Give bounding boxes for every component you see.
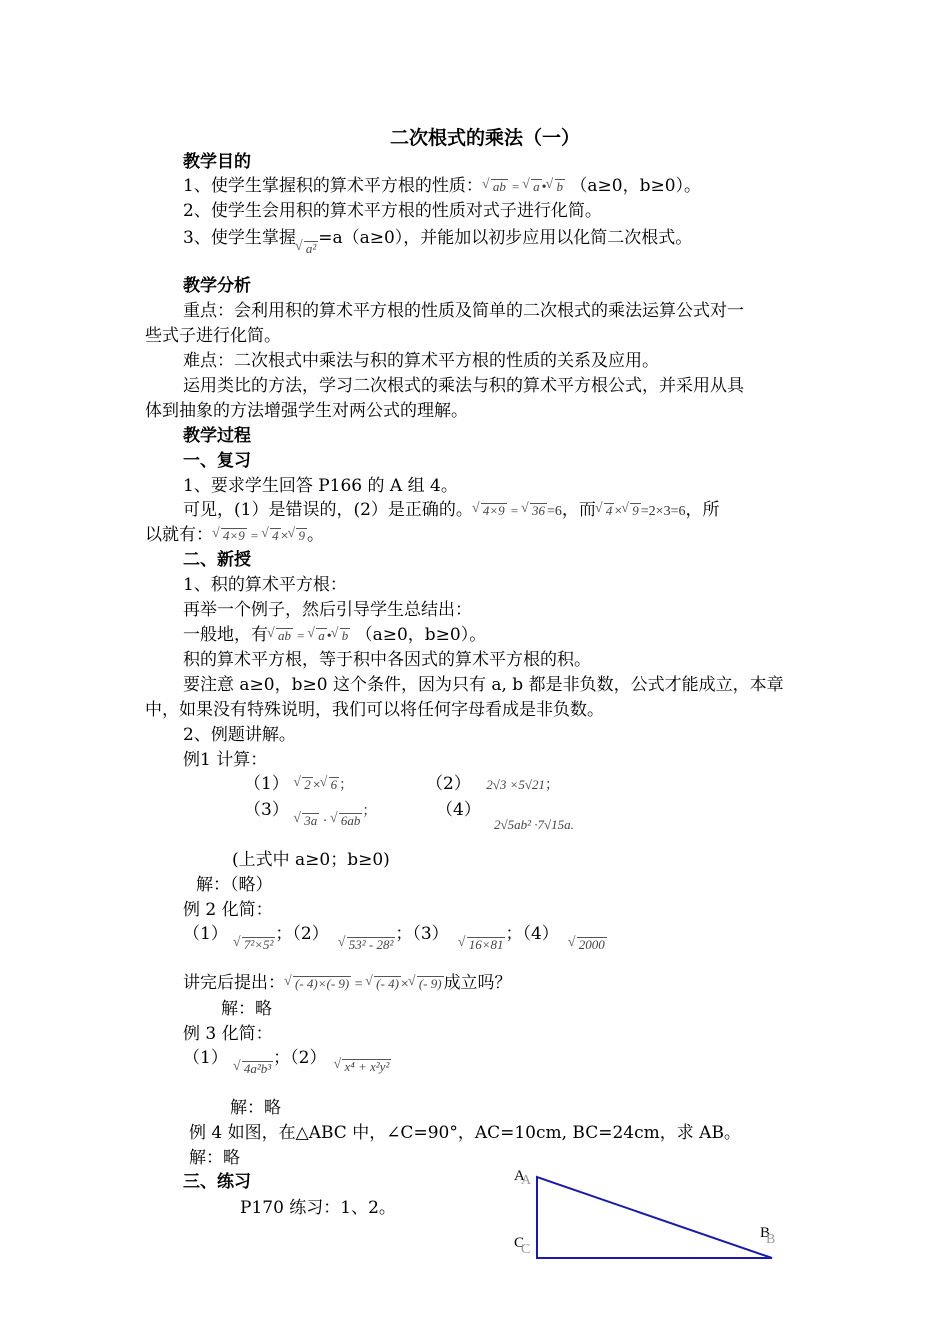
ex2-part1-label: （1）	[183, 924, 228, 944]
analysis-method-line1: 运用类比的方法，学习二次根式的乘法与积的算术平方根公式，并采用从具	[183, 376, 744, 396]
review-2-end: ，所	[685, 500, 720, 520]
analysis-method-line2: 体到抽象的方法增强学生对两公式的理解。	[145, 401, 468, 421]
semicolon: ；	[339, 778, 354, 793]
formula-sqrt-4-b: √ 4	[270, 528, 281, 543]
formula-sqrt-ab: √ ab	[491, 179, 508, 194]
review-2-text: 可见，(1）是错误的，(2）是正确的。	[183, 500, 473, 520]
ex1-sqrt6: √ 6	[329, 777, 340, 792]
formula-sqrt-a2: √ a²	[304, 241, 318, 256]
review-2: 可见，(1）是错误的，(2）是正确的。√ 4×9 = √ 36 =6，而√ 4 ×√ 9 =2×3=6，所	[183, 498, 719, 524]
ex3-formula2: √ x⁴ + x²y²	[342, 1059, 391, 1074]
formula-sqrt-9-b: √ 9	[296, 528, 307, 543]
triangle-figure	[505, 1160, 795, 1270]
example-3-label: 例 3 化简：	[183, 1024, 273, 1044]
ex2-formula4: √ 2000	[577, 937, 607, 952]
vertex-label-c-shadow: C	[521, 1242, 531, 1257]
ex1-formula4-text: 2√5ab² ·7√15a.	[494, 817, 574, 832]
objective-3	[183, 226, 693, 256]
ask-suffix: 成立吗？	[443, 973, 512, 993]
semicolon: ；	[545, 778, 560, 793]
example-1-label: 例1 计算：	[183, 750, 268, 770]
ex1-sqrt6ab: √ 6ab	[339, 813, 363, 828]
ex3-part1-label: （1）	[183, 1048, 228, 1068]
note-line2: 中，如果没有特殊说明，我们可以将任何字母看成是非负数。	[145, 700, 604, 720]
page-title: 二次根式的乘法（一）	[390, 127, 581, 149]
analysis-difficulty: 难点：二次根式中乘法与积的算术平方根的性质的关系及应用。	[183, 351, 659, 371]
times-operator: ×	[614, 504, 623, 519]
formula-sqrt-4x9-b: √ 4×9	[221, 528, 247, 543]
formula-sqrt-36: √ 36	[530, 503, 547, 518]
review-heading: 一、复习	[183, 451, 251, 471]
ask-line: 讲完后提出：√ (- 4)×(- 9) = √ (- 4) ×√ (- 9) 成立吗？	[183, 971, 512, 997]
ex1-part1	[244, 772, 353, 798]
note-line1: 要注意 a≥0，b≥0 这个条件，因为只有 a, b 都是非负数，公式才能成立，本章	[183, 675, 784, 695]
process-heading: 教学过程	[183, 426, 251, 446]
vertex-label-b: B	[760, 1225, 771, 1241]
ex2-part4-label: ；（4）	[505, 924, 559, 944]
new-3: 一般地，有√ ab = √ a •√ b （a≥0，b≥0）。	[183, 623, 486, 649]
times-operator-b: ×	[280, 529, 289, 544]
vertex-label-c: C	[514, 1235, 525, 1251]
formula-sqrt-a: √ a	[531, 179, 542, 194]
practice-heading: 三、练习	[183, 1172, 251, 1192]
objective-1-text: 1、使学生掌握积的算术平方根的性质：	[183, 176, 483, 196]
ask-formula-r2: √ (- 9)	[417, 976, 444, 991]
ex1-formula2: 2√3 ×5√21	[486, 777, 546, 792]
example-2-label: 例 2 化简：	[183, 900, 273, 920]
ex1-solution: 解：（略）	[196, 875, 273, 895]
ex1-note: (上式中 a≥0；b≥0)	[232, 850, 390, 870]
ex1-sqrt2: √ 2	[302, 777, 313, 792]
times-op: ×	[312, 778, 321, 793]
ex1-formula4	[494, 812, 574, 837]
formula-eq-2x3: =2×3=6	[640, 504, 686, 519]
new-4: 积的算术平方根，等于积中各因式的算术平方根的积。	[183, 650, 591, 670]
objective-2: 2、使学生会用积的算术平方根的性质对式子进行化简。	[183, 201, 602, 221]
objective-1: 1、使学生掌握积的算术平方根的性质：√ ab = √ a •√ b （a≥0，b≥0）。	[183, 174, 701, 200]
vertex-label-a-shadow: A	[521, 1173, 532, 1188]
ex2-formula2: √ 53² - 28²	[347, 937, 396, 952]
triangle-abc	[537, 1177, 772, 1258]
formula-sqrt-b-b: √ b	[340, 628, 351, 643]
ask-text: 讲完后提出：	[183, 973, 285, 993]
semicolon: ；	[362, 804, 377, 819]
formula-sqrt-9: √ 9	[630, 503, 641, 518]
ex2-part3-label: ；（3）	[395, 924, 449, 944]
ex3-part2-label: ；（2）	[273, 1048, 327, 1068]
example-4: 例 4 如图，在△ABC 中，∠C=90°，AC=10cm, BC=24cm，求 AB。	[189, 1123, 741, 1143]
objective-3-text: 3、使学生掌握	[183, 228, 296, 248]
vertex-label-b-shadow: B	[766, 1232, 776, 1247]
ex2-formula1: √ 7²×5²	[242, 937, 276, 952]
ex3-solution: 解：略	[230, 1098, 281, 1118]
dot-operator: •	[541, 180, 547, 195]
examples-heading: 2、例题讲解。	[183, 725, 296, 745]
new-1: 1、积的算术平方根：	[183, 575, 347, 595]
ex3-parts	[183, 1046, 391, 1076]
ex4-solution: 解：略	[189, 1148, 240, 1168]
ex1-part1-label: （1）	[244, 774, 289, 794]
objectives-heading: 教学目的	[183, 152, 251, 172]
formula-sqrt-4: √ 4	[604, 503, 615, 518]
ex1-part3: （3） √ 3a $_\cdot$ √ 6ab；	[244, 798, 376, 824]
ex2-parts	[183, 922, 607, 952]
ex1-part4	[436, 798, 481, 822]
ex1-part2	[426, 772, 559, 798]
analysis-heading: 教学分析	[183, 276, 251, 296]
dot-operator-b: •	[326, 629, 332, 644]
ask-solution: 解：略	[221, 999, 272, 1019]
review-3-end: 。	[306, 525, 324, 545]
ask-formula-left: √ (- 4)×(- 9)	[293, 976, 351, 991]
review-1: 1、要求学生回答 P166 的 A 组 4。	[183, 476, 458, 496]
ex3-formula1: √ 4a²b³	[242, 1061, 273, 1076]
ex1-part3-label: （3）	[244, 800, 289, 820]
ex1-part4-label: （4）	[436, 800, 481, 820]
objective-1-condition: （a≥0，b≥0）。	[570, 176, 702, 196]
review-2-mid: ，而	[561, 500, 596, 520]
objective-3-suffix: =a（a≥0），并能加以初步应用以化简二次根式。	[318, 228, 693, 248]
ask-formula-r1: √ (- 4)	[374, 976, 401, 991]
review-3: 以就有：√ 4×9 = √ 4 ×√ 9 。	[145, 523, 324, 549]
analysis-key-line2: 些式子进行化简。	[145, 326, 281, 346]
formula-eq6: =6	[546, 504, 562, 519]
review-3-text: 以就有：	[145, 525, 213, 545]
vertex-label-a: A	[514, 1168, 525, 1184]
formula-sqrt-b: √ b	[555, 179, 566, 194]
new-3-text: 一般地，有	[183, 625, 268, 645]
ex2-formula3: √ 16×81	[467, 937, 506, 952]
formula-sqrt-ab-b: √ ab	[276, 628, 293, 643]
ex1-sqrt3a: √ 3a	[302, 813, 319, 828]
new-3-condition: （a≥0，b≥0）。	[355, 625, 487, 645]
practice-1: P170 练习：1、2。	[240, 1198, 396, 1218]
formula-sqrt-4x9: √ 4×9	[481, 503, 507, 518]
analysis-key-line1: 重点：会利用积的算术平方根的性质及简单的二次根式的乘法运算公式对一	[183, 301, 744, 321]
formula-sqrt-a-b: √ a	[316, 628, 327, 643]
ex1-part2-label: （2）	[426, 774, 471, 794]
new-2: 再举一个例子，然后引导学生总结出：	[183, 600, 472, 620]
times-op: ×	[400, 977, 409, 992]
new-heading: 二、新授	[183, 550, 251, 570]
ex2-part2-label: ；（2）	[275, 924, 329, 944]
